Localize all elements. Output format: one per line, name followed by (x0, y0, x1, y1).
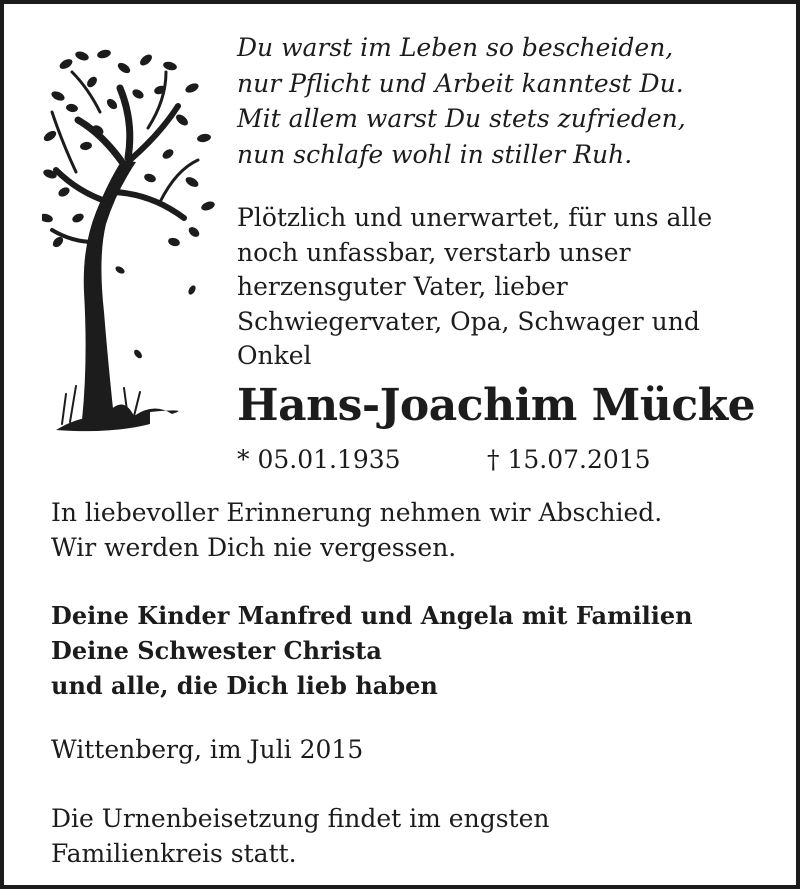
tree-icon (42, 42, 216, 442)
intro-line: Onkel (237, 341, 312, 370)
intro-line: herzensguter Vater, lieber (237, 272, 568, 301)
birth-date: * 05.01.1935 (237, 445, 401, 474)
intro-line: Plötzlich und unerwartet, für uns alle (237, 203, 713, 232)
poem-line: nur Pflicht und Arbeit kanntest Du. (237, 68, 684, 98)
intro-text (237, 201, 777, 374)
place-date: Wittenberg, im Juli 2015 (51, 735, 364, 764)
mourner-line: und alle, die Dich lieb haben (51, 671, 438, 700)
life-dates (237, 443, 777, 477)
poem-line: Du warst im Leben so bescheiden, (237, 33, 674, 62)
deceased-name: Hans-Joachim Mücke (237, 380, 756, 431)
remembrance-text (51, 495, 771, 565)
death-date: † 15.07.2015 (487, 445, 651, 474)
poem (237, 30, 777, 172)
remembrance-line: Wir werden Dich nie vergessen. (51, 533, 457, 562)
mourner-line: Deine Schwester Christa (51, 636, 382, 665)
mourner-line: Deine Kinder Manfred und Angela mit Familien (51, 601, 693, 630)
remembrance-line: In liebevoller Erinnerung nehmen wir Abschied. (51, 498, 663, 527)
poem-line: Mit allem warst Du stets zufrieden, (237, 104, 686, 133)
burial-line: Familienkreis statt. (51, 839, 297, 868)
intro-line: noch unfassbar, verstarb unser (237, 237, 631, 267)
burial-line: Die Urnenbeisetzung findet im engsten (51, 804, 550, 833)
intro-line: Schwiegervater, Opa, Schwager und (237, 306, 700, 336)
burial-notice (51, 801, 771, 871)
mourners (51, 598, 771, 703)
poem-line: nun schlafe wohl in stiller Ruh. (237, 139, 633, 169)
